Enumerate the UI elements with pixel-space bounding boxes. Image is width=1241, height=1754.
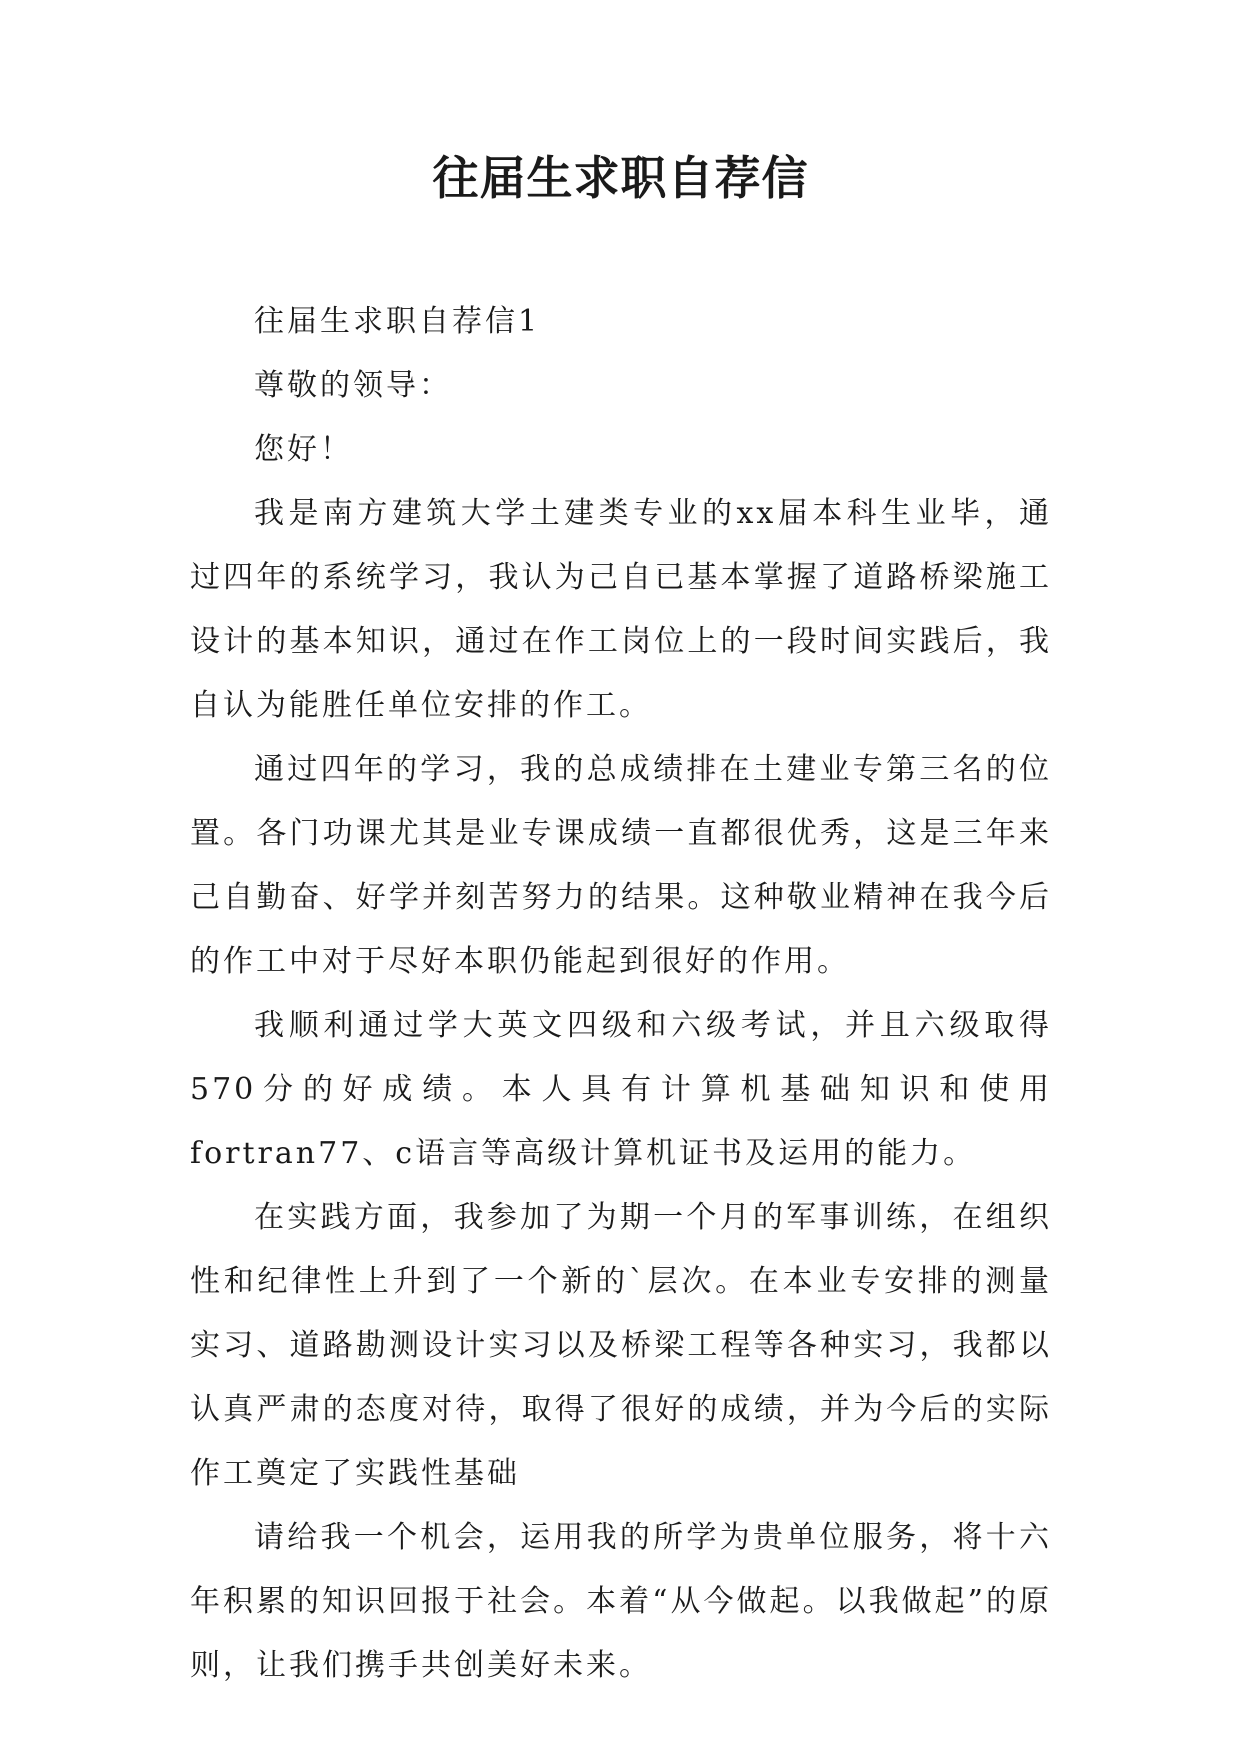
- letter-body: [190, 290, 1052, 1698]
- letter-heading: 往届生求职自荐信1: [254, 304, 541, 339]
- greeting: 您好！: [254, 432, 353, 467]
- paragraph-skills: 我顺利通过学大英文四级和六级考试，并且六级取得570分的好成绩。本人具有计算机基础知识和使用fortran77、c语言等高级计算机证书及运用的能力。: [190, 1008, 1052, 1171]
- paragraph-intro: 我是南方建筑大学土建类专业的xx届本科生业毕，通过四年的系统学习，我认为己自已基本掌握了道路桥梁施工设计的基本知识，通过在作工岗位上的一段时间实践后，我自认为能胜任单位安排的作工。: [190, 496, 1052, 723]
- paragraph-academics: 通过四年的学习，我的总成绩排在土建业专第三名的位置。各门功课尤其是业专课成绩一直都很优秀，这是三年来己自勤奋、好学并刻苦努力的结果。这种敬业精神在我今后的作工中对于尽好本职仍能起到很好的作用。: [190, 752, 1052, 979]
- paragraph-closing: 请给我一个机会，运用我的所学为贵单位服务，将十六年积累的知识回报于社会。本着“从今做起。以我做起”的原则，让我们携手共创美好未来。: [190, 1520, 1052, 1683]
- document-title: 往届生求职自荐信: [432, 151, 809, 205]
- salutation: 尊敬的领导：: [254, 368, 452, 403]
- paragraph-practice: 在实践方面，我参加了为期一个月的军事训练，在组织性和纪律性上升到了一个新的`层次。在本业专安排的测量实习、道路勘测设计实习以及桥梁工程等各种实习，我都以认真严肃的态度对待，取得了很好的成绩，并为今后的实际作工奠定了实践性基础: [190, 1200, 1052, 1491]
